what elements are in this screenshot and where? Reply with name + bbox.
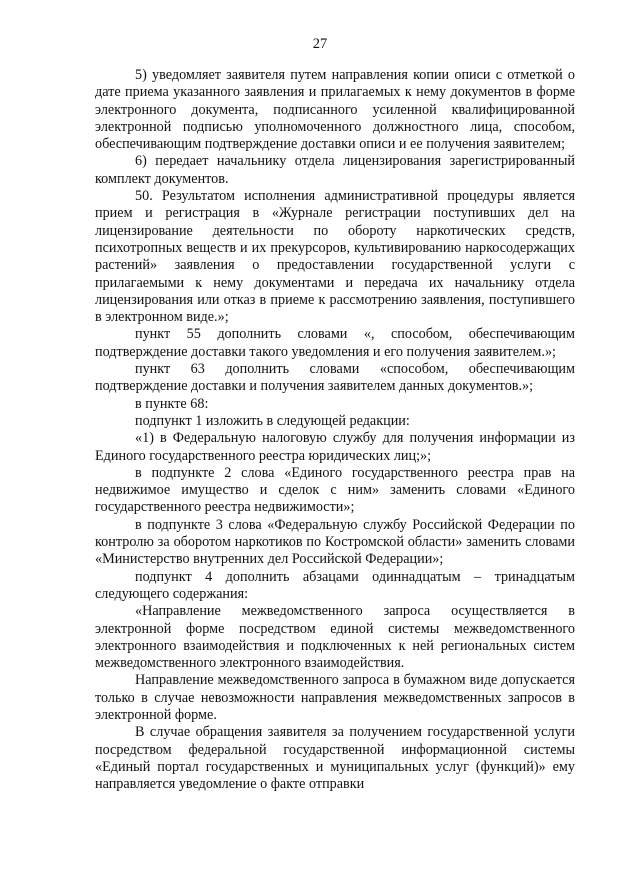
paragraph-item-5: 5) уведомляет заявителя путем направления копии описи с отметкой о дате приема указанного заявления и прилагаемых к нему документов в форме электронного документа, подписанного усиленной квалифицированной электронной подписью уполномоченного должностного лица, способом, обеспечивающим подтверждение доставки описи и ее получения заявителем; (95, 67, 575, 153)
paragraph-subpoint-2: в подпункте 2 слова «Единого государственного реестра прав на недвижимое имущество и сделок с ним» заменить словами «Единого государственного реестра недвижимости»; (95, 464, 575, 516)
paragraph-portal-notification: В случае обращения заявителя за получением государственной услуги посредством федеральной государственной информационной системы «Единый портал государственных и муниципальных услуг (функций)» ему направляется уведомление о факте отправки (95, 724, 575, 793)
paragraph-interagency-paper: Направление межведомственного запроса в бумажном виде допускается только в случае невозможности направления межведомственных запросов в электронной форме. (95, 672, 575, 723)
page-number: 27 (312, 36, 328, 52)
paragraph-subpoint-4: подпункт 4 дополнить абзацами одиннадцатым – тринадцатым следующего содержания: (95, 568, 575, 602)
paragraph-item-6: 6) передает начальнику отдела лицензирования зарегистрированный комплект документов. (95, 153, 575, 187)
paragraph-subpoint-1: подпункт 1 изложить в следующей редакции: (135, 412, 410, 429)
paragraph-point-63: пункт 63 дополнить словами «способом, обеспечивающим подтверждение доставки и получения заявителем данных документов.»; (95, 361, 575, 395)
body-text (95, 67, 575, 793)
paragraph-clause-50: 50. Результатом исполнения административной процедуры является прием и регистрация в «Журнале регистрации поступивших дел на лицензирование деятельности по обороту наркотических средств, психотропных веществ и их прекурсоров, культивированию наркосодержащих растений» заявления о предоставлении государственной услуги с прилагаемыми к нему документами и передача их начальнику отдела лицензирования или отказ в приеме к рассмотрению заявления, поступившего в электронном виде.»; (95, 188, 575, 326)
paragraph-subpoint-1-text: «1) в Федеральную налоговую службу для получения информации из Единого государственного реестра юридических лиц;»; (95, 430, 575, 464)
paragraph-point-68: в пункте 68: (135, 395, 209, 412)
paragraph-point-55: пункт 55 дополнить словами «, способом, обеспечивающим подтверждение доставки такого уведомления и его получения заявителем.»; (95, 326, 575, 360)
paragraph-interagency-electronic: «Направление межведомственного запроса осуществляется в электронной форме посредством единой системы межведомственного электронного взаимодействия и подключенных к ней региональных систем межведомственного электронного взаимодействия. (95, 603, 575, 672)
paragraph-subpoint-3: в подпункте 3 слова «Федеральную службу Российской Федерации по контролю за оборотом наркотиков по Костромской области» заменить словами «Министерство внутренних дел Российской Федерации»; (95, 516, 575, 568)
